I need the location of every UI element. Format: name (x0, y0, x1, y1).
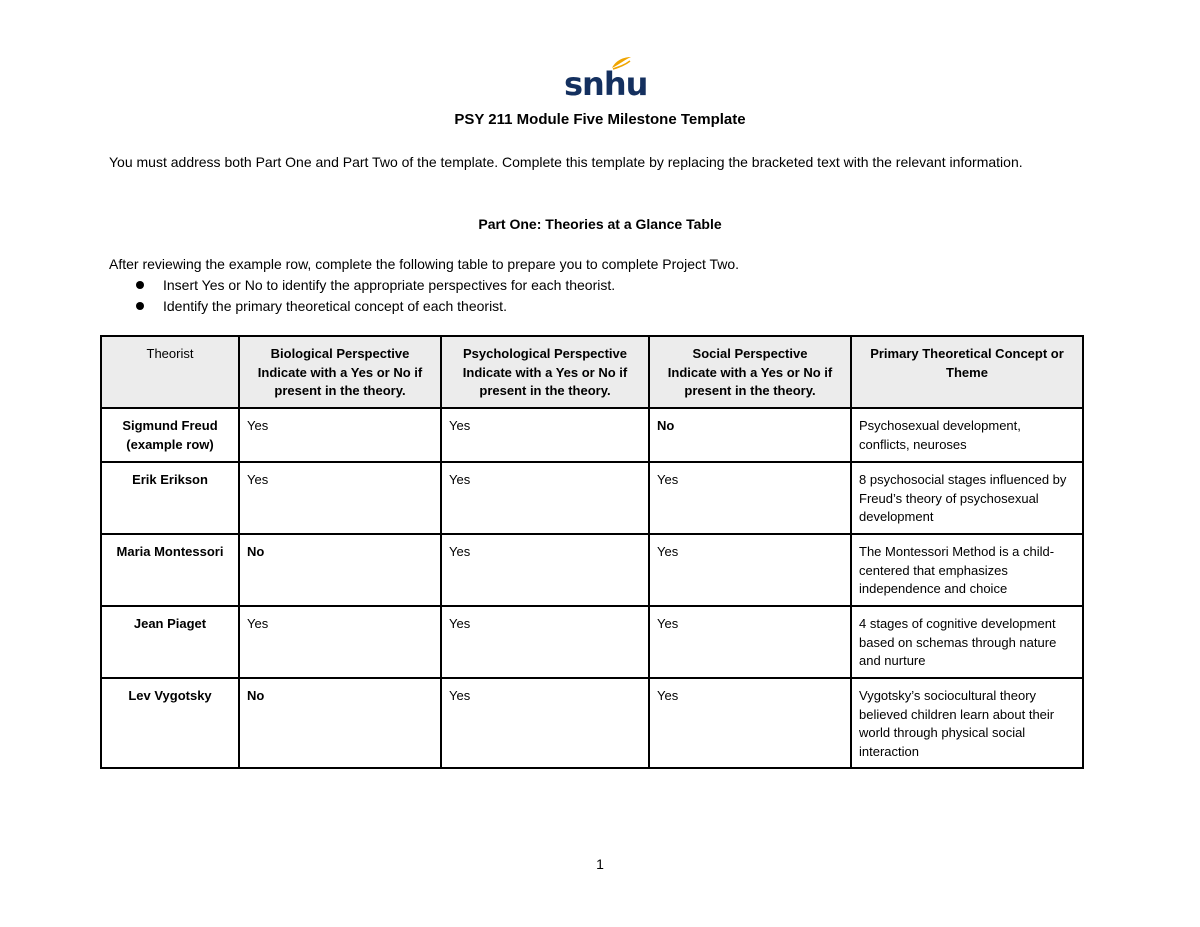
header-concept-title: Primary Theoretical Concept or Theme (870, 346, 1064, 380)
cell-psychological: Yes (441, 462, 649, 534)
cell-concept: Psychosexual development, conflicts, neuroses (851, 408, 1083, 462)
bullet-icon (136, 281, 144, 289)
bullet-text: Identify the primary theoretical concept of each theorist. (163, 298, 507, 314)
bullet-icon (136, 302, 144, 310)
table-row (101, 408, 1083, 462)
header-biological-note: Indicate with a Yes or No if present in the theory. (257, 364, 423, 398)
cell-concept: Vygotsky’s sociocultural theory believed children learn about their world through physical social interaction (851, 678, 1083, 768)
instruction-bullets (134, 275, 615, 317)
cell-theorist: Maria Montessori (101, 534, 239, 606)
header-theorist-label: Theorist (146, 346, 194, 361)
cell-theorist: Lev Vygotsky (101, 678, 239, 768)
cell-concept: 4 stages of cognitive development based on schemas through nature and nurture (851, 606, 1083, 678)
cell-psychological: Yes (441, 534, 649, 606)
header-social-title: Social Perspective (692, 346, 808, 361)
logo-wordmark: snhu (564, 65, 648, 103)
header-social (649, 336, 851, 408)
bullet-text: Insert Yes or No to identify the appropriate perspectives for each theorist. (163, 277, 616, 293)
cell-psychological: Yes (441, 408, 649, 462)
header-psychological-note: Indicate with a Yes or No if present in the theory. (462, 364, 628, 398)
header-biological-title: Biological Perspective (270, 346, 410, 361)
cell-biological: No (239, 534, 441, 606)
bullet-item (134, 296, 615, 317)
cell-biological: No (239, 678, 441, 768)
table-row (101, 606, 1083, 678)
table-row (101, 462, 1083, 534)
cell-theorist: Erik Erikson (101, 462, 239, 534)
header-psychological-title: Psychological Perspective (462, 346, 628, 361)
header-social-note: Indicate with a Yes or No if present in the theory. (667, 364, 833, 398)
document-title: PSY 211 Module Five Milestone Template (454, 111, 746, 128)
table-row (101, 534, 1083, 606)
cell-concept: The Montessori Method is a child-centered that emphasizes independence and choice (851, 534, 1083, 606)
instructions-paragraph: After reviewing the example row, complete the following table to prepare you to complete Project Two. (109, 256, 740, 272)
cell-psychological: Yes (441, 678, 649, 768)
cell-theorist: Sigmund Freud (example row) (101, 408, 239, 462)
cell-social: Yes (649, 534, 851, 606)
header-biological (239, 336, 441, 408)
part-one-heading: Part One: Theories at a Glance Table (478, 216, 722, 232)
cell-social: Yes (649, 462, 851, 534)
cell-social: Yes (649, 678, 851, 768)
header-concept (851, 336, 1083, 408)
cell-concept: 8 psychosocial stages influenced by Freud’s theory of psychosexual development (851, 462, 1083, 534)
cell-biological: Yes (239, 462, 441, 534)
cell-social: No (649, 408, 851, 462)
cell-psychological: Yes (441, 606, 649, 678)
bullet-item (134, 275, 615, 296)
header-psychological (441, 336, 649, 408)
cell-biological: Yes (239, 408, 441, 462)
cell-social: Yes (649, 606, 851, 678)
intro-paragraph: You must address both Part One and Part Two of the template. Complete this template by replacing the bracketed text with the relevant information. (109, 154, 1023, 170)
table-header-row (101, 336, 1083, 408)
cell-theorist: Jean Piaget (101, 606, 239, 678)
snhu-logo (560, 56, 648, 104)
theories-table (100, 335, 1084, 769)
table-row (101, 678, 1083, 768)
header-theorist (101, 336, 239, 408)
page-number: 1 (596, 856, 604, 872)
cell-biological: Yes (239, 606, 441, 678)
